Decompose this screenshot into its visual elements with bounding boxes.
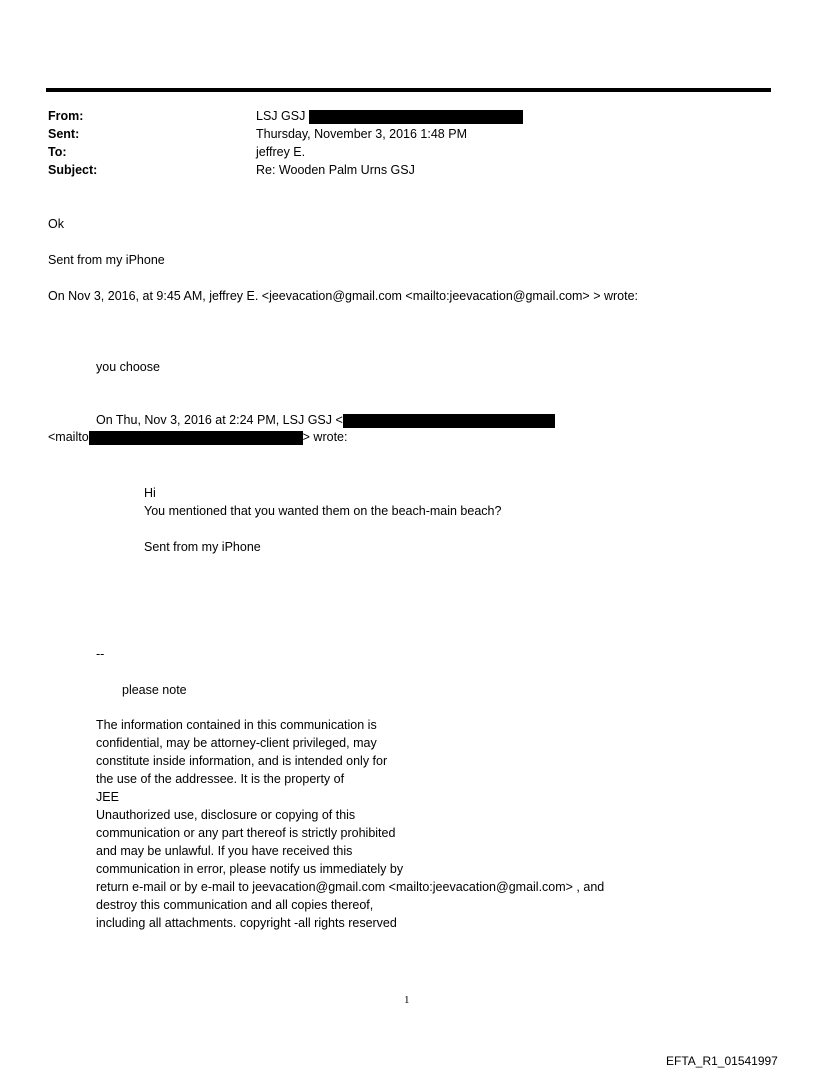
- redaction-bar: [89, 431, 303, 445]
- inner-intro-mailto: <mailto: [48, 430, 89, 444]
- subject-value: Re: Wooden Palm Urns GSJ: [256, 163, 415, 177]
- you-choose-text: you choose: [96, 360, 160, 374]
- to-label: To:: [48, 145, 67, 159]
- to-value: jeffrey E.: [256, 145, 306, 159]
- subject-label: Subject:: [48, 163, 98, 177]
- disclaimer-line: The information contained in this communication is: [96, 718, 377, 732]
- please-note: please note: [122, 683, 187, 697]
- sent-label: Sent:: [48, 127, 80, 141]
- inner-question: You mentioned that you wanted them on the beach-main beach?: [144, 504, 502, 518]
- disclaimer-line: return e-mail or by e-mail to jeevacation@gmail.com <mailto:jeevacation@gmail.com> , and: [96, 880, 605, 894]
- disclaimer-line: JEE: [96, 790, 119, 804]
- inner-intro-line1: [96, 411, 555, 429]
- disclaimer-line: destroy this communication and all copies thereof,: [96, 898, 374, 912]
- redaction-bar: [343, 414, 555, 428]
- reply-text: Ok: [48, 217, 64, 231]
- signature-text: Sent from my iPhone: [48, 253, 165, 267]
- page-number: 1: [404, 994, 410, 1006]
- inner-hi: Hi: [144, 486, 156, 500]
- inner-intro-line2: [48, 428, 347, 446]
- disclaimer-line: Unauthorized use, disclosure or copying of this: [96, 808, 356, 822]
- redaction-bar: [309, 110, 523, 124]
- disclaimer-line: including all attachments. copyright -all rights reserved: [96, 916, 397, 930]
- quote-intro: On Nov 3, 2016, at 9:45 AM, jeffrey E. <jeevacation@gmail.com <mailto:jeevacation@gmail.com> > wrote:: [48, 289, 639, 303]
- signature-dashes: --: [96, 647, 105, 661]
- disclaimer: [96, 716, 604, 932]
- sent-value: Thursday, November 3, 2016 1:48 PM: [256, 127, 467, 141]
- inner-intro-wrote: > wrote:: [302, 430, 348, 444]
- from-value: [256, 107, 523, 125]
- from-name: LSJ GSJ: [256, 109, 306, 123]
- disclaimer-line: communication or any part thereof is strictly prohibited: [96, 826, 396, 840]
- from-label: From:: [48, 109, 84, 123]
- inner-signature: Sent from my iPhone: [144, 540, 261, 554]
- disclaimer-line: and may be unlawful. If you have received this: [96, 844, 353, 858]
- header-rule: [46, 88, 771, 92]
- disclaimer-line: constitute inside information, and is intended only for: [96, 754, 388, 768]
- inner-intro-text: On Thu, Nov 3, 2016 at 2:24 PM, LSJ GSJ <: [96, 413, 343, 427]
- disclaimer-line: the use of the addressee. It is the property of: [96, 772, 345, 786]
- document-id: EFTA_R1_01541997: [666, 1054, 778, 1068]
- disclaimer-line: confidential, may be attorney-client privileged, may: [96, 736, 377, 750]
- disclaimer-line: communication in error, please notify us immediately by: [96, 862, 404, 876]
